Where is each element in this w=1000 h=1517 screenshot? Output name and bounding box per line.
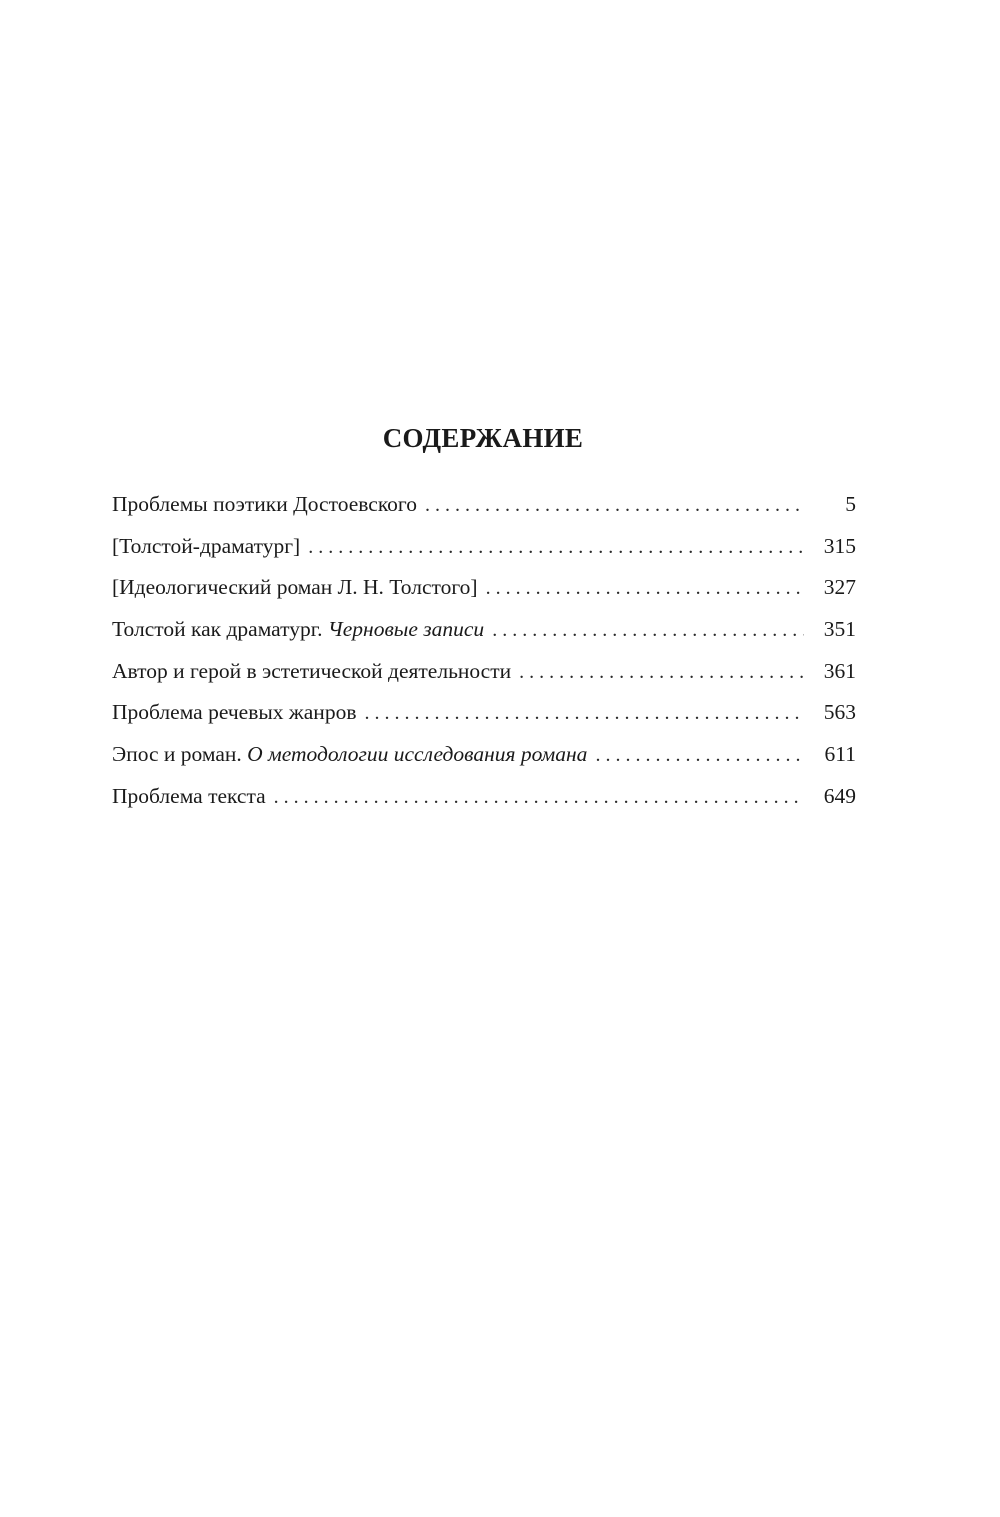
toc-entry-subtitle: Черновые записи [327, 617, 485, 642]
toc-entry [112, 734, 856, 776]
toc-entry-title: [Толстой-драматург] [112, 533, 301, 558]
toc-entry-title: Автор и герой в эстетической деятельности [112, 658, 512, 683]
toc-entry [112, 609, 856, 651]
toc-entry-title-wrap [112, 609, 484, 651]
toc-entry [112, 526, 856, 568]
toc-entry-page: 563 [823, 700, 856, 725]
toc-entry [112, 567, 856, 609]
toc-heading: СОДЕРЖАНИЕ [382, 423, 584, 453]
toc-entry-page: 611 [824, 742, 856, 767]
toc-entry-title: [Идеологический роман Л. Н. Толстого] [112, 575, 478, 600]
toc-entry-title-wrap [112, 692, 356, 734]
toc-entry [112, 692, 856, 734]
toc-entry-title-wrap [112, 734, 587, 776]
toc-entry-page: 351 [823, 617, 856, 642]
toc-entry [112, 776, 856, 818]
dot-leader [486, 568, 804, 610]
toc-list [112, 484, 856, 818]
toc-entry-title-wrap [112, 651, 511, 693]
toc-entry-title: Проблема речевых жанров [112, 700, 357, 725]
toc-entry-subtitle: О методологии исследования романа [247, 742, 588, 767]
dot-leader [519, 652, 804, 694]
toc-entry [112, 484, 856, 526]
dot-leader [492, 610, 804, 652]
toc-entry [112, 651, 856, 693]
toc-entry-title-wrap [112, 776, 266, 818]
toc-entry-title-wrap [112, 484, 417, 526]
toc-entry-title-wrap [112, 567, 478, 609]
dot-leader [308, 527, 804, 569]
toc-entry-title: Проблема текста [112, 783, 266, 808]
toc-entry-title: Проблемы поэтики Достоевского [112, 492, 417, 516]
dot-leader [364, 693, 804, 735]
dot-leader [425, 485, 804, 527]
toc-entry-page: 5 [845, 492, 856, 516]
toc-entry-page: 327 [823, 575, 856, 600]
toc-entry-title: Эпос и роман. [112, 742, 242, 767]
toc-entry-page: 649 [823, 783, 856, 808]
toc-entry-page: 315 [823, 533, 856, 558]
dot-leader [274, 777, 804, 819]
toc-entry-title-wrap [112, 526, 300, 568]
dot-leader [595, 735, 804, 777]
toc-entry-page: 361 [823, 658, 856, 683]
toc-entry-title: Толстой как драматург. [112, 617, 323, 642]
